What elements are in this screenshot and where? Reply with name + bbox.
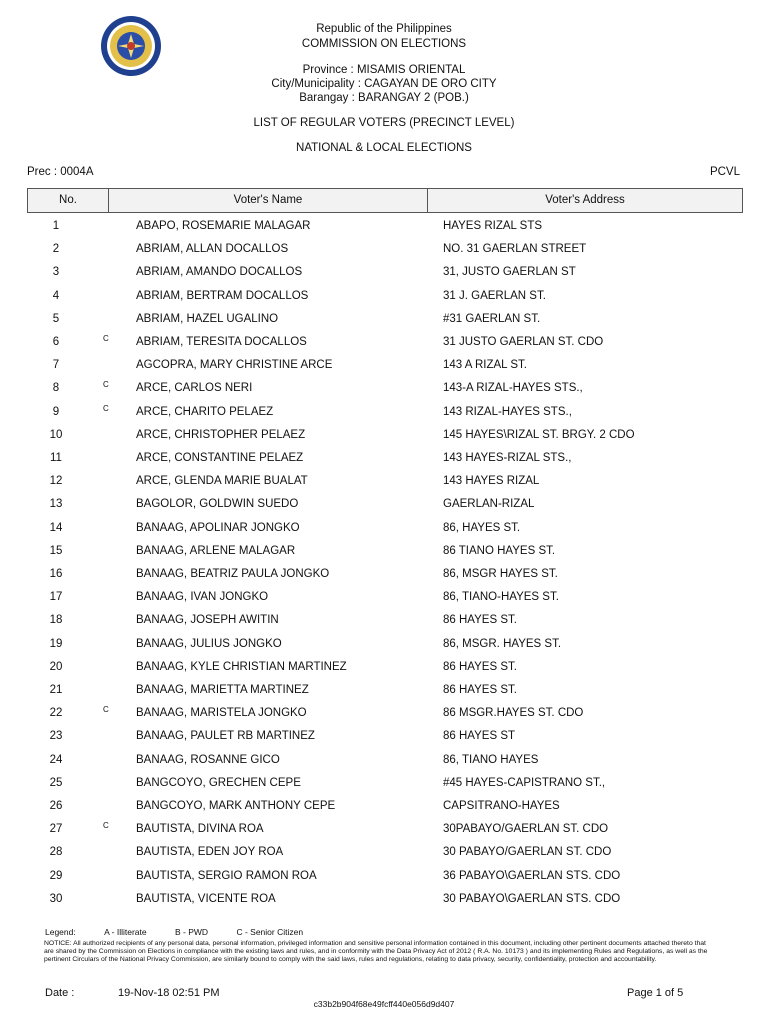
voter-address: 143 RIZAL-HAYES STS., bbox=[443, 405, 572, 418]
list-title: LIST OF REGULAR VOTERS (PRECINCT LEVEL) bbox=[253, 117, 515, 129]
list-code: PCVL bbox=[709, 166, 740, 178]
table-row bbox=[27, 869, 741, 892]
row-flag: C bbox=[103, 821, 109, 831]
table-row bbox=[27, 776, 741, 799]
voter-name: ARCE, CHRISTOPHER PELAEZ bbox=[136, 428, 306, 441]
row-number: 3 bbox=[52, 266, 60, 279]
column-address: Voter's Address bbox=[545, 194, 625, 206]
row-number: 7 bbox=[52, 359, 60, 372]
table-row bbox=[27, 265, 741, 288]
legend-c: C - Senior Citizen bbox=[236, 927, 304, 937]
table-row bbox=[27, 637, 741, 660]
voter-name: BANAAG, JULIUS JONGKO bbox=[136, 637, 282, 650]
voter-address: 86 MSGR.HAYES ST. CDO bbox=[443, 707, 584, 720]
voter-name: ABRIAM, AMANDO DOCALLOS bbox=[136, 266, 303, 279]
row-flag: C bbox=[103, 380, 109, 390]
voter-address: 86, HAYES ST. bbox=[443, 521, 521, 534]
voter-address: 145 HAYES\RIZAL ST. BRGY. 2 CDO bbox=[443, 428, 635, 441]
voter-address: 86, TIANO-HAYES ST. bbox=[443, 591, 559, 604]
precinct-label: Prec : 0004A bbox=[27, 166, 94, 178]
table-row bbox=[27, 799, 741, 822]
table-row bbox=[27, 706, 741, 729]
voter-address: NO. 31 GAERLAN STREET bbox=[443, 243, 587, 256]
voter-name: ABRIAM, ALLAN DOCALLOS bbox=[136, 243, 289, 256]
table-row bbox=[27, 567, 741, 590]
voter-name: ARCE, CARLOS NERI bbox=[136, 382, 253, 395]
voter-name: BANAAG, ROSANNE GICO bbox=[136, 753, 280, 766]
table-row bbox=[27, 381, 741, 404]
table-row bbox=[27, 729, 741, 752]
date-label: Date : bbox=[45, 987, 75, 999]
voter-address: 86, TIANO HAYES bbox=[443, 753, 539, 766]
voter-address: 86 HAYES ST bbox=[443, 730, 516, 743]
row-number: 6 bbox=[52, 336, 60, 348]
row-number: 2 bbox=[52, 243, 60, 256]
table-row bbox=[27, 428, 741, 451]
election-title: NATIONAL & LOCAL ELECTIONS bbox=[296, 142, 472, 154]
voter-name: ARCE, CONSTANTINE PELAEZ bbox=[136, 452, 304, 464]
row-number: 23 bbox=[49, 730, 63, 743]
table-row bbox=[27, 544, 741, 567]
row-number: 15 bbox=[49, 544, 63, 557]
row-number: 11 bbox=[50, 452, 62, 464]
voter-address: 86 HAYES ST. bbox=[443, 614, 517, 627]
voter-name: BANAAG, KYLE CHRISTIAN MARTINEZ bbox=[136, 660, 347, 673]
column-no: No. bbox=[59, 194, 77, 206]
row-flag: C bbox=[103, 403, 109, 413]
row-number: 16 bbox=[49, 568, 63, 580]
voter-name: BAUTISTA, VICENTE ROA bbox=[136, 892, 276, 905]
table-row bbox=[27, 474, 741, 497]
row-number: 29 bbox=[49, 869, 63, 882]
row-number: 19 bbox=[49, 637, 63, 650]
voter-address: 86 TIANO HAYES ST. bbox=[443, 544, 556, 557]
voter-address: 36 PABAYO\GAERLAN STS. CDO bbox=[443, 869, 621, 882]
table-row bbox=[27, 335, 741, 358]
table-row bbox=[27, 497, 741, 520]
table-row bbox=[27, 219, 741, 242]
row-number: 13 bbox=[49, 498, 63, 511]
voter-name: BAUTISTA, EDEN JOY ROA bbox=[136, 846, 284, 859]
table-row bbox=[27, 822, 741, 845]
legend-a: A - Illiterate bbox=[104, 927, 147, 937]
voter-name: ABRIAM, HAZEL UGALINO bbox=[136, 312, 279, 325]
voter-name: BANGCOYO, MARK ANTHONY CEPE bbox=[136, 800, 336, 812]
column-name: Voter's Name bbox=[233, 194, 303, 206]
row-number: 12 bbox=[49, 475, 63, 488]
table-row bbox=[27, 683, 741, 706]
voter-name: BANAAG, APOLINAR JONGKO bbox=[136, 521, 300, 534]
row-number: 18 bbox=[49, 614, 63, 627]
voter-address: CAPSITRANO-HAYES bbox=[443, 800, 560, 812]
voter-address: 143 HAYES RIZAL bbox=[443, 475, 540, 488]
voter-name: ABRIAM, TERESITA DOCALLOS bbox=[136, 336, 307, 348]
voter-name: BAGOLOR, GOLDWIN SUEDO bbox=[136, 498, 299, 511]
voter-name: BANAAG, PAULET RB MARTINEZ bbox=[136, 730, 315, 743]
voter-address: 86, MSGR. HAYES ST. bbox=[443, 637, 562, 650]
voter-address: #31 GAERLAN ST. bbox=[443, 312, 541, 325]
row-number: 25 bbox=[49, 776, 63, 789]
legend-label: Legend: bbox=[45, 927, 76, 937]
row-flag: C bbox=[103, 705, 109, 715]
voter-address: 143-A RIZAL-HAYES STS., bbox=[443, 382, 583, 395]
voter-name: BAUTISTA, DIVINA ROA bbox=[136, 823, 264, 836]
voter-name: BANAAG, BEATRIZ PAULA JONGKO bbox=[136, 568, 330, 580]
row-number: 20 bbox=[49, 660, 63, 673]
voter-name: ARCE, CHARITO PELAEZ bbox=[136, 405, 274, 418]
voter-address: 143 HAYES-RIZAL STS., bbox=[443, 452, 572, 464]
row-number: 14 bbox=[49, 521, 63, 534]
page-number: Page 1 of 5 bbox=[627, 987, 684, 999]
row-flag: C bbox=[103, 334, 109, 343]
voter-address: 31 JUSTO GAERLAN ST. CDO bbox=[443, 336, 604, 348]
voter-name: BANAAG, IVAN JONGKO bbox=[136, 591, 269, 604]
voter-address: GAERLAN-RIZAL bbox=[443, 498, 535, 511]
table-header bbox=[27, 188, 743, 213]
voter-address: 30 PABAYO\GAERLAN STS. CDO bbox=[443, 892, 621, 905]
row-number: 17 bbox=[49, 591, 63, 604]
document-hash: c33b2b904f68e49fcff440e056d9d407 bbox=[313, 999, 455, 1009]
row-number: 10 bbox=[49, 428, 63, 441]
row-number: 21 bbox=[49, 684, 63, 696]
table-row bbox=[27, 521, 741, 544]
legend-b: B - PWD bbox=[175, 927, 209, 937]
voter-address: 30 PABAYO/GAERLAN ST. CDO bbox=[443, 846, 612, 859]
header-province: Province : MISAMIS ORIENTAL bbox=[302, 64, 466, 76]
row-number: 28 bbox=[49, 846, 63, 859]
voter-name: BANAAG, MARISTELA JONGKO bbox=[136, 707, 307, 720]
voter-name: ABRIAM, BERTRAM DOCALLOS bbox=[136, 289, 309, 302]
header-barangay: Barangay : BARANGAY 2 (POB.) bbox=[299, 92, 469, 104]
table-row bbox=[27, 451, 741, 474]
voter-address: 30PABAYO/GAERLAN ST. CDO bbox=[443, 823, 609, 836]
row-number: 4 bbox=[52, 289, 60, 302]
row-number: 30 bbox=[49, 892, 63, 905]
voter-address: 86 HAYES ST. bbox=[443, 660, 517, 673]
voter-address: 143 A RIZAL ST. bbox=[443, 359, 527, 372]
row-number: 26 bbox=[49, 800, 63, 812]
row-number: 5 bbox=[52, 312, 60, 325]
legend bbox=[45, 927, 329, 937]
privacy-notice: NOTICE: All authorized recipients of any personal data, personal information, privileged information and sensitive personal information contained in this document, including other pertinent documents attached thereto that are shared by the Commission on Elections in compliance with the existing laws and rules, and in conformity with the Data Privacy Act of 2012 ( R.A. No. 10173 ) and its implementing Rules and Regulations, as well as the pertinent Circulars of the National Privacy Commission, are similarly bound to comply with the said laws, rules and regulations, relating to data privacy, security, confidentiality, protection and accountability. bbox=[44, 940, 708, 964]
voter-address: HAYES RIZAL STS bbox=[443, 220, 543, 232]
voter-address: 31 J. GAERLAN ST. bbox=[443, 289, 546, 302]
row-number: 24 bbox=[49, 753, 63, 766]
voter-name: AGCOPRA, MARY CHRISTINE ARCE bbox=[136, 359, 333, 372]
voter-name: BANGCOYO, GRECHEN CEPE bbox=[136, 776, 301, 789]
table-row bbox=[27, 289, 741, 312]
voter-name: BANAAG, JOSEPH AWITIN bbox=[136, 614, 279, 627]
row-number: 8 bbox=[52, 382, 60, 395]
voter-address: 86 HAYES ST. bbox=[443, 684, 517, 696]
table-row bbox=[27, 405, 741, 428]
table-row bbox=[27, 312, 741, 335]
voter-name: BANAAG, MARIETTA MARTINEZ bbox=[136, 684, 309, 696]
table-row bbox=[27, 242, 741, 265]
row-number: 22 bbox=[49, 707, 63, 720]
voter-address: 86, MSGR HAYES ST. bbox=[443, 568, 558, 580]
row-number: 9 bbox=[52, 405, 60, 418]
voter-address: #45 HAYES-CAPISTRANO ST., bbox=[443, 776, 606, 789]
voter-name: ABAPO, ROSEMARIE MALAGAR bbox=[136, 220, 311, 232]
header-republic: Republic of the Philippines bbox=[316, 23, 452, 35]
table-row bbox=[27, 753, 741, 776]
voter-name: ARCE, GLENDA MARIE BUALAT bbox=[136, 475, 308, 488]
table-row bbox=[27, 892, 741, 915]
voter-address: 31, JUSTO GAERLAN ST bbox=[443, 266, 576, 279]
table-row bbox=[27, 590, 741, 613]
date-value: 19-Nov-18 02:51 PM bbox=[118, 987, 220, 999]
voter-name: BANAAG, ARLENE MALAGAR bbox=[136, 544, 296, 557]
row-number: 1 bbox=[52, 220, 60, 232]
table-row bbox=[27, 358, 741, 381]
table-row bbox=[27, 613, 741, 636]
header-city: City/Municipality : CAGAYAN DE ORO CITY bbox=[271, 78, 497, 90]
row-number: 27 bbox=[49, 823, 63, 836]
voter-name: BAUTISTA, SERGIO RAMON ROA bbox=[136, 869, 317, 882]
header-commission: COMMISSION ON ELECTIONS bbox=[301, 38, 467, 50]
table-row bbox=[27, 845, 741, 868]
table-row bbox=[27, 660, 741, 683]
